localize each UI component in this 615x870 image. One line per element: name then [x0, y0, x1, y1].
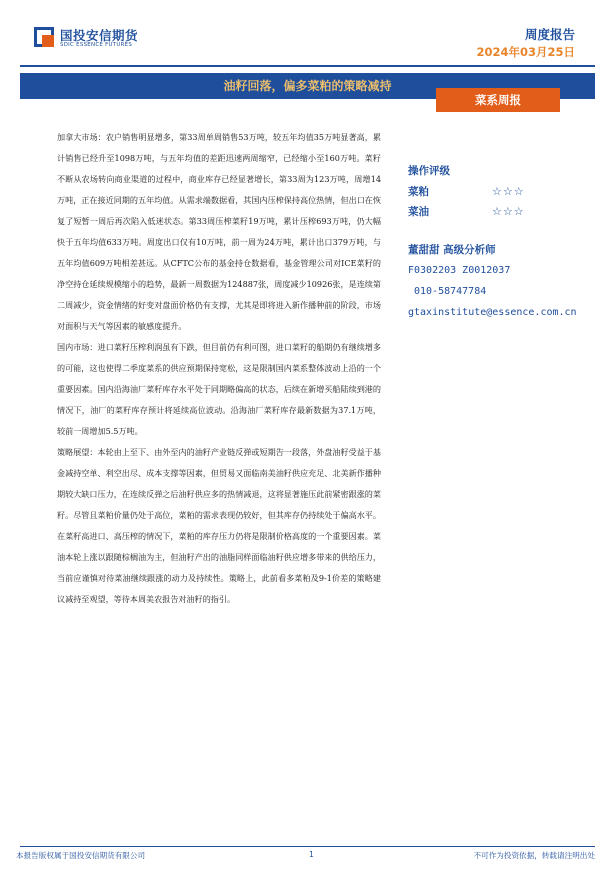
category-tab: 菜系周报 [436, 88, 560, 112]
rating-row-oil [408, 202, 608, 222]
footer-divider [20, 846, 595, 847]
rating-name: 菜油 [408, 206, 429, 218]
paragraph-domestic-market: 国内市场：进口菜籽压榨利润虽有下跌，但目前仍有利可图，进口菜籽的船期仍有继续增多的可能，这也使得二季度菜系的供应预期保持宽松，这是限制国内菜系整体波动上沿的一个重要因素。国内沿海油厂菜籽库存水平处于同期略偏高的状态，后续在新增买船陆续到港的情况下，油厂的菜籽库存预计将延续高位波动。沿海油厂菜籽库存最新数据为37.1万吨，较前一周增加5.5万吨。 [57, 342, 381, 436]
logo-name-cn: 国投安信期货 [60, 28, 139, 43]
paragraph-canada-market: 加拿大市场：农户销售明显增多，第33周单周销售53万吨，较五年均值35万吨显著高，累计销售已经升至1098万吨，与五年均值的差距迅速两周缩窄，已经缩小至160万吨。菜籽不断从农场转向商业渠道的过程中，商业库存已经显著增长，第33周为123万吨，周增14万吨，正在接近同期的五年均值。从需求端数据看，其国内压榨保持高位热情，但出口在恢复了短暂一周后再次陷入低迷状态。第33周压榨菜籽19万吨，累计压榨693万吨，仍大幅快于五年均值633万吨。周度出口仅有10万吨，前一周为24万吨，累计出口379万吨，与五年均值609万吨相差甚远。从CFTC公布的基金持仓数据看，基金管理公司对ICE菜籽的净空持仓延续规模缩小的趋势，最新一周数据为124887张，周度减少10926张，是连续第二周减少，资金情绪的好变对盘面价格仍有支撑，尤其是即将进入新作播种前的阶段，市场对面积与天气等因素的敏感度提升。 [57, 132, 381, 331]
rating-row-meal [408, 182, 608, 202]
star-rating-icon: ☆☆☆ [492, 205, 525, 218]
sidebar [408, 160, 608, 323]
footer-copyright: 本报告版权属于国投安信期货有限公司 [16, 851, 146, 860]
analyst-phone: 010-58747784 [414, 286, 487, 297]
header-divider [20, 65, 595, 67]
star-rating-icon: ☆☆☆ [492, 185, 525, 198]
logo-name-en: SDIC ESSENCE FUTURES [60, 42, 133, 48]
paragraph-strategy: 策略展望：本轮由上至下、由外至内的油籽产业链反弹或短期告一段落，外盘油籽受益于基金减持空单、利空出尽、成本支撑等因素，但贸易又面临南美油籽供应充足、北美新作播种期较大缺口压力，在连续反弹之后油籽供应多的热情减退，这将显著施压此前紧密跟涨的菜籽。尽管且菜粕价量仍处于高位，菜粕的需求表现仍较好，但其库存仍持续处于偏高水平。在菜籽高进口、高压榨的情况下，菜粕的库存压力仍将是限制价格高度的一个重要因素。菜油本轮上涨以跟随棕榈油为主，但油籽产出的油脂同样面临油籽供应增多带来的供给压力，当前应谨慎对待菜油继续跟涨的动力及持续性。策略上，此前看多菜粕及9-1价差的策略建议减持至观望，等待本周美农报告对油籽的指引。 [57, 447, 381, 604]
report-body [57, 127, 381, 610]
logo-icon [34, 27, 54, 47]
rating-name: 菜粕 [408, 186, 429, 198]
analyst-email[interactable]: gtaxinstitute@essence.com.cn [408, 307, 577, 318]
report-title: 油籽回落，偏多菜粕的策略减持 [223, 79, 392, 93]
report-date: 2024年03月25日 [476, 45, 575, 59]
rating-title: 操作评级 [408, 165, 450, 177]
footer-disclaimer: 不可作为投资依据，转载请注明出处 [473, 851, 595, 860]
page-header [0, 0, 615, 72]
page-number: 1 [309, 850, 314, 859]
analyst-cert: F0302203 Z0012037 [408, 265, 511, 276]
report-type: 周度报告 [524, 27, 575, 42]
analyst-name: 董甜甜 高级分析师 [408, 244, 496, 256]
